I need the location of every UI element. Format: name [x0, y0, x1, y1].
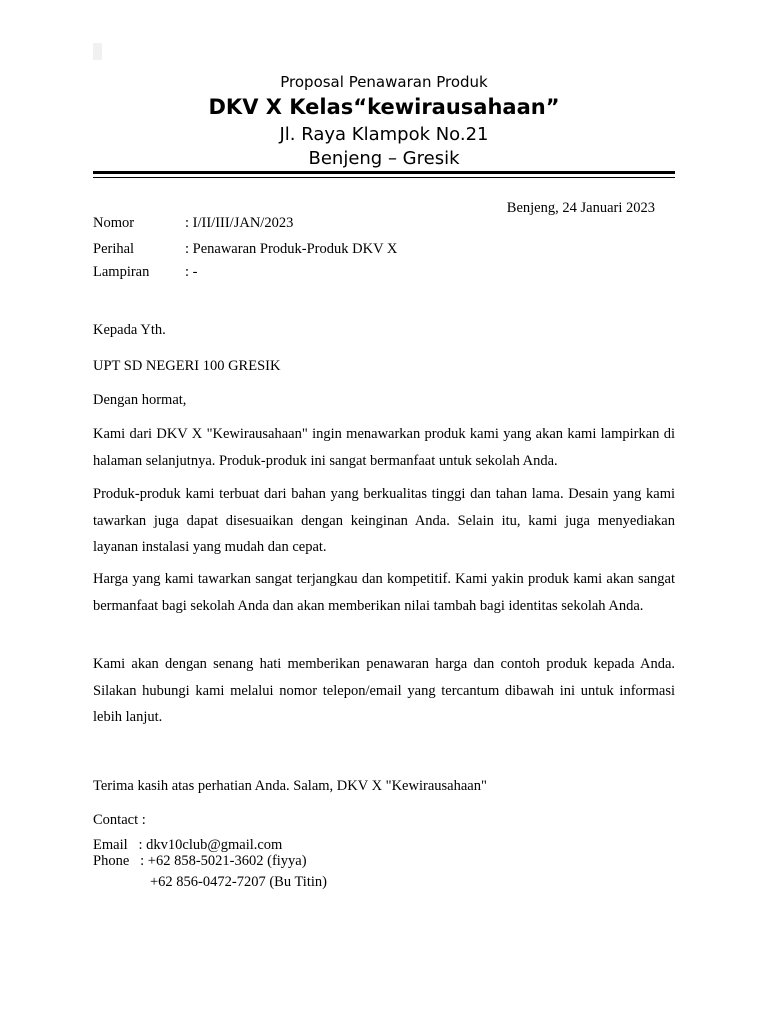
meta-label: Perihal	[93, 241, 135, 257]
recipient-salutation: Kepada Yth.	[93, 322, 166, 338]
contact-email: Email : dkv10club@gmail.com	[93, 837, 283, 853]
body-paragraph-4: Kami akan dengan senang hati memberikan penawaran harga dan contoh produk kepada Anda. Silakan hubungi kami melalui nomor telepon/email yang tercantum dibawah ini untuk informasi lebih lanjut.	[93, 656, 675, 725]
meta-value: : Penawaran Produk-Produk DKV X	[185, 241, 398, 257]
contact-phone-2: +62 856-0472-7207 (Bu Titin)	[150, 874, 327, 890]
letterhead-subtitle: Proposal Penawaran Produk	[280, 73, 488, 91]
body-paragraph-2: Produk-produk kami terbuat dari bahan yang berkualitas tinggi dan tahan lama. Desain yang kami tawarkan juga dapat disesuaikan dengan keinginan Anda. Selain itu, kami juga menyediakan layanan instalasi yang mudah dan cepat.	[93, 486, 675, 555]
letterhead-address: Jl. Raya Klampok No.21	[279, 124, 489, 145]
closing: Terima kasih atas perhatian Anda. Salam, DKV X "Kewirausahaan"	[93, 778, 487, 794]
meta-label: Nomor	[93, 215, 135, 231]
meta-label: Lampiran	[93, 264, 150, 280]
contact-phone: Phone : +62 858-5021-3602 (fiyya)	[93, 853, 307, 869]
contact-heading: Contact :	[93, 812, 146, 828]
meta-value: : I/II/III/JAN/2023	[185, 215, 294, 231]
corner-mark	[93, 43, 102, 60]
greeting: Dengan hormat,	[93, 392, 187, 408]
recipient-name: UPT SD NEGERI 100 GRESIK	[93, 358, 281, 374]
header-rule-thin	[93, 177, 675, 178]
meta-value: : -	[185, 264, 198, 280]
letterhead-city: Benjeng – Gresik	[308, 148, 460, 169]
letterhead-title: DKV X Kelas“kewirausahaan”	[208, 95, 560, 119]
body-paragraph-3: Harga yang kami tawarkan sangat terjangkau dan kompetitif. Kami yakin produk kami akan sangat bermanfaat bagi sekolah Anda dan akan memberikan nilai tambah bagi identitas sekolah Anda.	[93, 571, 675, 614]
letter-date: Benjeng, 24 Januari 2023	[506, 200, 655, 216]
body-paragraph-1: Kami dari DKV X "Kewirausahaan" ingin menawarkan produk kami yang akan kami lampirkan di halaman selanjutnya. Produk-produk ini sangat bermanfaat untuk sekolah Anda.	[93, 426, 675, 469]
header-rule-thick	[93, 171, 675, 174]
